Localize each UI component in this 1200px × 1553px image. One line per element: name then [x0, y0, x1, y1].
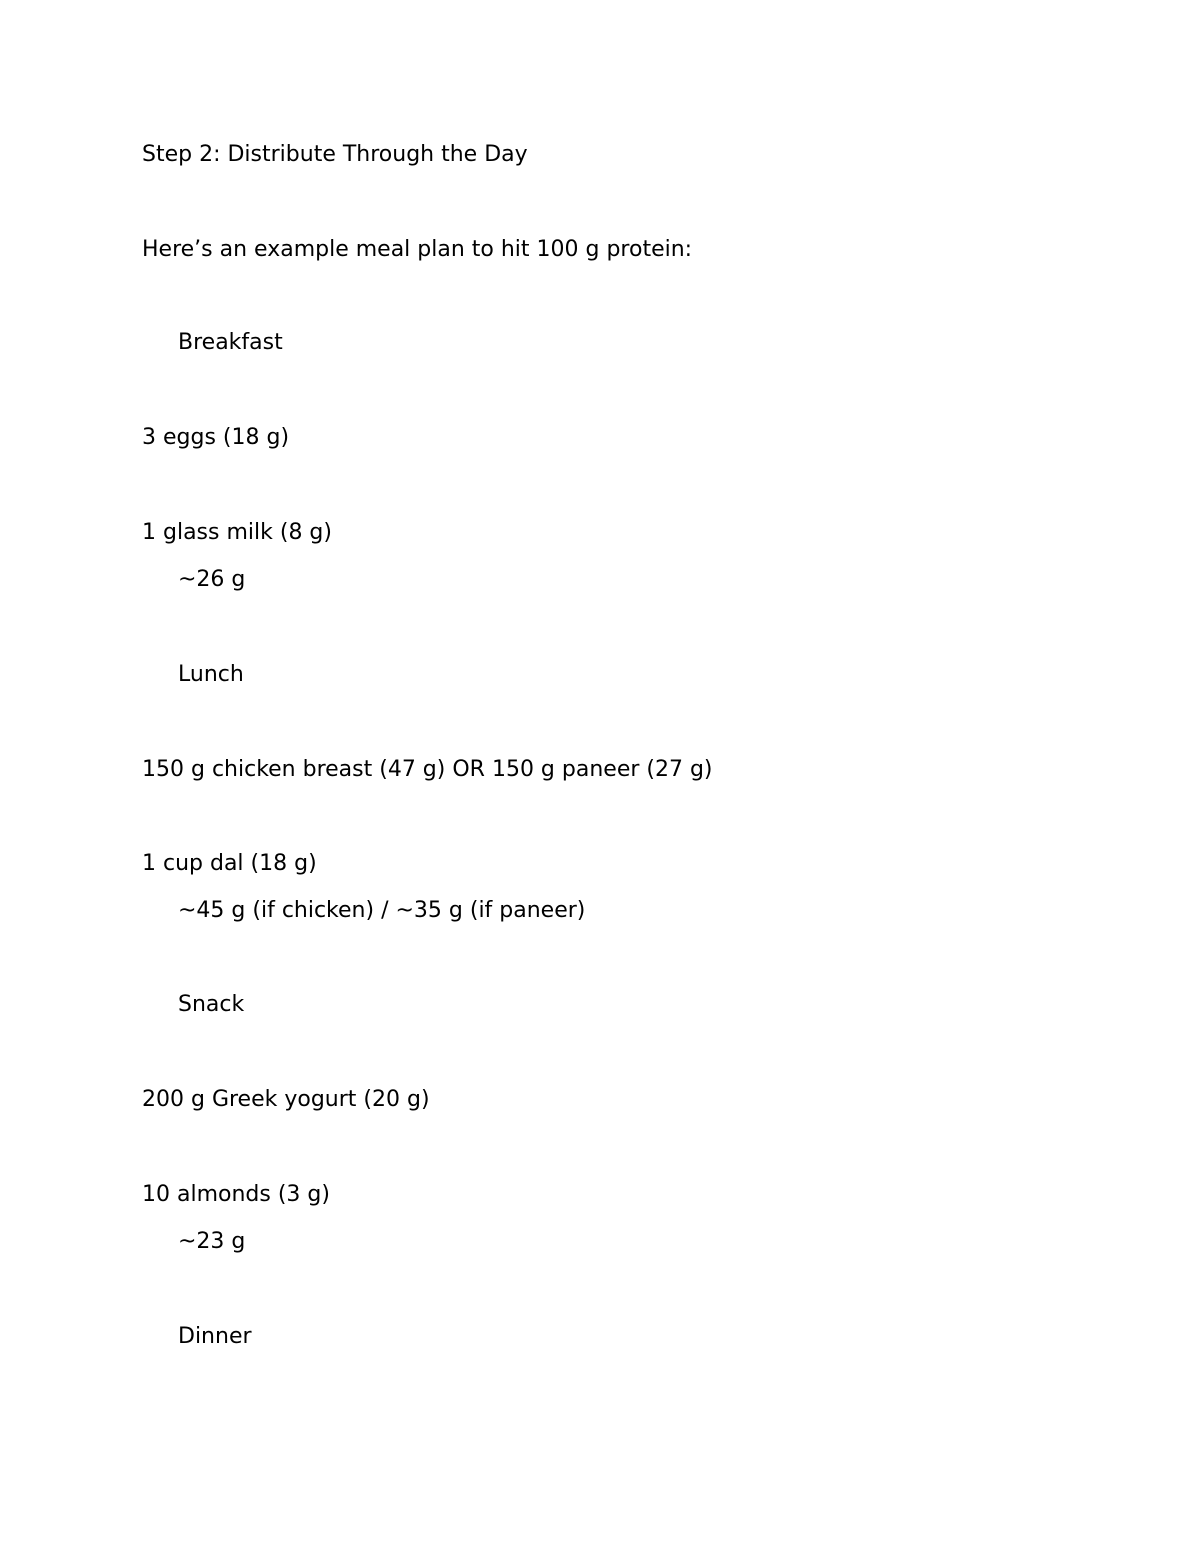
meal-item: 1 cup dal (18 g) — [142, 851, 317, 876]
meal-total-lunch: ~45 g (if chicken) / ~35 g (if paneer) — [178, 898, 586, 923]
meal-item: 150 g chicken breast (47 g) OR 150 g paneer (27 g) — [142, 757, 713, 782]
section-heading: Step 2: Distribute Through the Day — [142, 142, 528, 167]
meal-item: 3 eggs (18 g) — [142, 425, 290, 450]
meal-item: 1 glass milk (8 g) — [142, 520, 332, 545]
meal-item: 10 almonds (3 g) — [142, 1182, 330, 1207]
meal-total-snack: ~23 g — [178, 1229, 246, 1254]
meal-item: 200 g Greek yogurt (20 g) — [142, 1087, 430, 1112]
meal-title-snack: Snack — [178, 992, 245, 1017]
meal-title-lunch: Lunch — [178, 662, 244, 687]
meal-title-dinner: Dinner — [178, 1324, 252, 1349]
meal-total-breakfast: ~26 g — [178, 567, 246, 592]
intro-text: Here’s an example meal plan to hit 100 g protein: — [142, 237, 693, 262]
meal-title-breakfast: Breakfast — [178, 330, 283, 355]
